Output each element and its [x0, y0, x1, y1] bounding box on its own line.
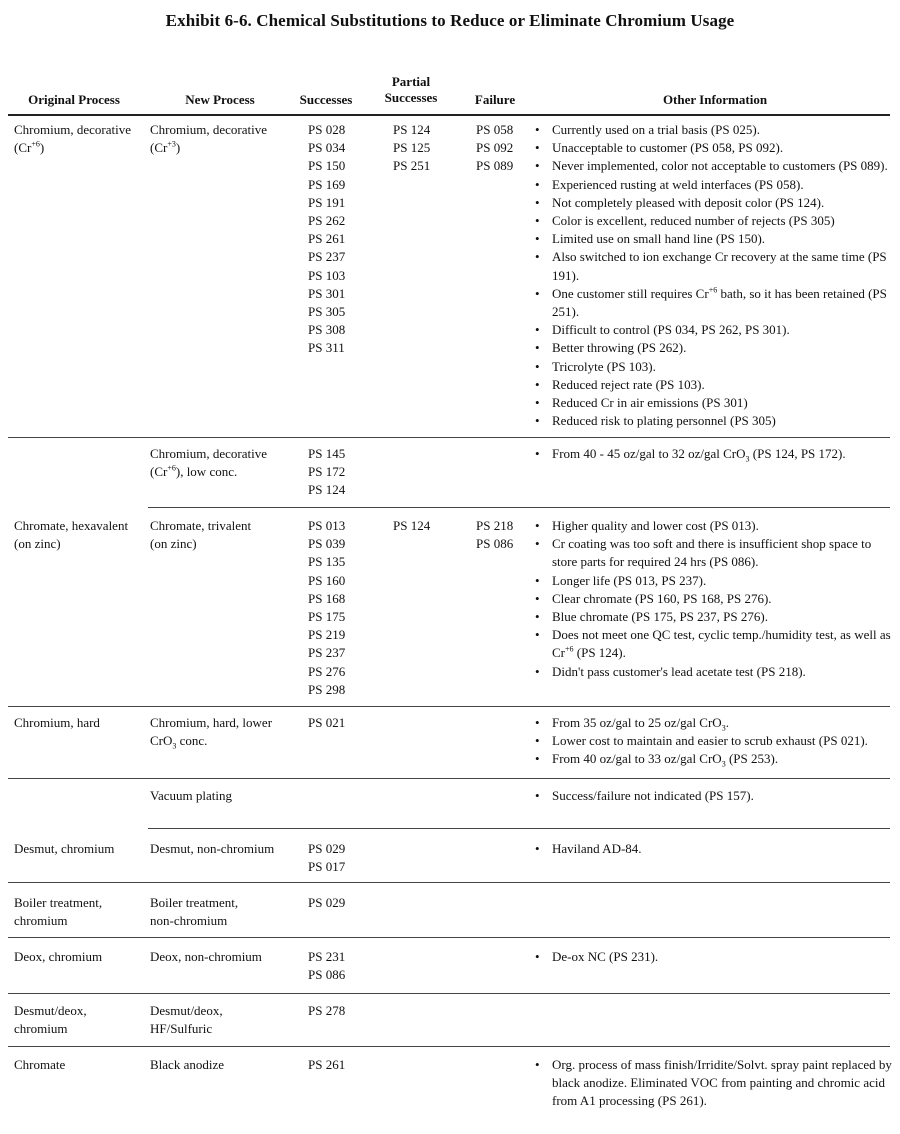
- info-bullet-item: [535, 535, 895, 571]
- original-process-cell-line: Desmut, chromium: [14, 841, 115, 856]
- bullet-icon: •: [535, 413, 540, 429]
- other-information-list: [535, 840, 895, 858]
- info-text: Not completely pleased with deposit color (PS 124).: [552, 194, 825, 210]
- info-bullet-item: [535, 714, 895, 732]
- info-bullet-item: [535, 626, 895, 662]
- new-process-cell-line: $(Cr^{+6})$, low conc.: [150, 463, 238, 480]
- bullet-icon: •: [535, 715, 540, 730]
- new-process-cell-line: Chromium, decorative: [150, 122, 267, 137]
- original-process-cell: [14, 714, 100, 732]
- bullet-icon: •: [535, 340, 540, 356]
- info-bullet-item: [535, 608, 895, 626]
- failure-cell-line: PS 058: [476, 122, 514, 137]
- info-bullet-item: [535, 948, 895, 966]
- successes-cell-line: PS 262: [308, 213, 346, 229]
- info-text: Blue chromate (PS 175, PS 237, PS 276).: [552, 609, 768, 625]
- original-process-cell-line: Chromate: [14, 1057, 66, 1072]
- info-text: From 35 oz/gal to 25 oz/gal CrO$_3$.: [552, 715, 729, 733]
- info-text: Reduced reject rate (PS 103).: [552, 376, 705, 392]
- row-divider: [8, 778, 890, 779]
- original-process-cell-line: Chromium, decorative: [14, 122, 131, 137]
- info-text: Never implemented, color not acceptable to customers (PS 089).: [552, 158, 888, 174]
- successes-cell-line: PS 172: [308, 464, 346, 480]
- original-process-cell: [14, 1056, 65, 1074]
- info-bullet-item: [535, 376, 895, 394]
- info-text: Reduced Cr in air emissions (PS 301): [552, 395, 748, 411]
- original-process-cell-line: chromium: [14, 913, 68, 929]
- new-process-cell-line: Boiler treatment,: [150, 895, 239, 910]
- original-process-cell: [14, 840, 114, 858]
- new-process-cell: [150, 445, 267, 481]
- info-text: Cr coating was too soft and there is insufficient shop space to store parts for required 24 hrs (PS 086).: [552, 536, 872, 570]
- new-process-cell-line: Vacuum plating: [150, 788, 232, 803]
- successes-cell-line: PS 028: [308, 122, 346, 137]
- info-bullet-item: [535, 248, 895, 284]
- info-text: Didn't pass customer's lead acetate test (PS 218).: [552, 663, 806, 679]
- successes-cell-line: PS 276: [308, 663, 346, 679]
- bullet-icon: •: [535, 536, 540, 552]
- info-bullet-item: [535, 445, 895, 463]
- new-process-cell: [150, 948, 262, 966]
- original-process-cell-line: (on zinc): [14, 536, 61, 552]
- page-title: Exhibit 6-6. Chemical Substitutions to Reduce or Eliminate Chromium Usage: [165, 11, 735, 30]
- bullet-icon: •: [535, 609, 540, 625]
- new-process-cell: [150, 1002, 223, 1038]
- bullet-icon: •: [535, 572, 540, 588]
- bullet-icon: •: [535, 949, 540, 964]
- info-text: Better throwing (PS 262).: [552, 340, 687, 356]
- info-text: Currently used on a trial basis (PS 025).: [552, 122, 760, 137]
- successes-cell: [308, 840, 345, 876]
- failure-cell: [476, 517, 513, 553]
- info-bullet-item: [535, 194, 895, 212]
- bullet-icon: •: [535, 446, 540, 461]
- successes-cell-line: PS 261: [308, 1057, 346, 1072]
- successes-cell: [308, 894, 345, 912]
- info-text: Difficult to control (PS 034, PS 262, PS 301).: [552, 322, 790, 338]
- row-divider: [8, 1046, 890, 1047]
- successes-cell-line: PS 261: [308, 231, 346, 247]
- bullet-icon: •: [535, 733, 540, 749]
- info-text: Haviland AD-84.: [552, 841, 642, 856]
- other-information-list: [535, 787, 895, 805]
- other-information-list: [535, 714, 895, 769]
- partial-successes-cell: [393, 121, 430, 176]
- successes-cell: [308, 1056, 345, 1074]
- partial-successes-cell-line: PS 125: [393, 140, 431, 156]
- failure-cell-line: PS 092: [476, 140, 514, 156]
- info-bullet-item: [535, 157, 895, 175]
- info-text: One customer still requires $Cr^{+6}$ bath, so it has been retained (PS 251).: [552, 285, 887, 320]
- bullet-icon: •: [535, 285, 540, 301]
- successes-cell: [308, 121, 345, 358]
- new-process-cell-line: $(Cr^{+3})$: [150, 139, 181, 156]
- info-bullet-item: [535, 176, 895, 194]
- bullet-icon: •: [535, 590, 540, 606]
- row-divider: [8, 993, 890, 994]
- info-text: Also switched to ion exchange Cr recovery at the same time (PS 191).: [552, 249, 887, 283]
- bullet-icon: •: [535, 322, 540, 338]
- successes-cell-line: PS 311: [308, 340, 345, 356]
- info-text: Lower cost to maintain and easier to scrub exhaust (PS 021).: [552, 733, 868, 749]
- info-text: Does not meet one QC test, cyclic temp./humidity test, as well as $Cr^{+6}$ (PS 124).: [552, 627, 891, 661]
- new-process-cell-line: CrO$_3$ conc.: [150, 733, 208, 751]
- successes-cell-line: PS 219: [308, 627, 346, 643]
- info-bullet-item: [535, 321, 895, 339]
- bullet-icon: •: [535, 627, 540, 643]
- new-process-cell: [150, 1056, 224, 1074]
- successes-cell-line: PS 160: [308, 572, 346, 588]
- successes-cell-line: PS 169: [308, 176, 346, 192]
- other-information-list: [535, 121, 895, 430]
- partial-successes-cell-line: PS 251: [393, 158, 431, 174]
- info-bullet-item: [535, 590, 895, 608]
- info-bullet-item: [535, 732, 895, 750]
- successes-cell: [308, 1002, 345, 1020]
- failure-cell-line: PS 086: [476, 536, 514, 552]
- row-divider: [148, 507, 890, 508]
- info-text: Tricrolyte (PS 103).: [552, 358, 656, 374]
- info-bullet-item: [535, 139, 895, 157]
- partial-successes-cell-line: PS 124: [393, 518, 431, 533]
- info-bullet-item: [535, 230, 895, 248]
- info-bullet-item: [535, 121, 895, 139]
- info-bullet-item: [535, 572, 895, 590]
- info-text: De-ox NC (PS 231).: [552, 949, 659, 964]
- info-text: Org. process of mass finish/Irridite/Solvt. spray paint replaced by black anodize. Eliminated VOC from painting and chromic acid from A1 processing (PS 261).: [552, 1057, 892, 1109]
- successes-cell-line: PS 278: [308, 1003, 346, 1018]
- row-divider: [8, 882, 890, 883]
- new-process-cell-line: Chromium, hard, lower: [150, 715, 273, 730]
- header-successes: Successes: [299, 92, 353, 107]
- other-information-list: [535, 948, 895, 966]
- original-process-cell: [14, 517, 128, 553]
- new-process-cell: [150, 517, 251, 553]
- bullet-icon: •: [535, 841, 540, 856]
- info-text: Experienced rusting at weld interfaces (PS 058).: [552, 176, 804, 192]
- successes-cell-line: PS 231: [308, 949, 346, 964]
- header-partial-successes: Partial Successes: [384, 74, 438, 105]
- bullet-icon: •: [535, 249, 540, 265]
- successes-cell-line: PS 305: [308, 304, 346, 320]
- new-process-cell-line: Desmut, non-chromium: [150, 841, 275, 856]
- successes-cell-line: PS 029: [308, 895, 346, 910]
- original-process-cell-line: Boiler treatment,: [14, 895, 103, 910]
- header-rule: [8, 114, 890, 116]
- info-text: Reduced risk to plating personnel (PS 305): [552, 413, 776, 429]
- successes-cell-line: PS 086: [308, 967, 346, 983]
- info-bullet-item: [535, 394, 895, 412]
- info-bullet-item: [535, 285, 895, 321]
- original-process-cell-line: Deox, chromium: [14, 949, 103, 964]
- successes-cell-line: PS 308: [308, 322, 346, 338]
- new-process-cell-line: Chromate, trivalent: [150, 518, 252, 533]
- successes-cell-line: PS 168: [308, 590, 346, 606]
- bullet-icon: •: [535, 376, 540, 392]
- bullet-icon: •: [535, 176, 540, 192]
- original-process-cell-line: Desmut/deox,: [14, 1003, 87, 1018]
- successes-cell-line: PS 237: [308, 645, 346, 661]
- new-process-cell-line: (on zinc): [150, 536, 197, 552]
- successes-cell-line: PS 150: [308, 158, 346, 174]
- new-process-cell: [150, 714, 272, 750]
- failure-cell-line: PS 089: [476, 158, 514, 174]
- successes-cell-line: PS 103: [308, 267, 346, 283]
- bullet-icon: •: [535, 663, 540, 679]
- row-divider: [8, 937, 890, 938]
- bullet-icon: •: [535, 231, 540, 247]
- original-process-cell-line: Chromium, hard: [14, 715, 100, 730]
- successes-cell-line: PS 237: [308, 249, 346, 265]
- successes-cell-line: PS 029: [308, 841, 346, 856]
- successes-cell-line: PS 145: [308, 446, 346, 461]
- original-process-cell-line: Chromate, hexavalent: [14, 518, 129, 533]
- successes-cell-line: PS 135: [308, 554, 346, 570]
- new-process-cell-line: non-chromium: [150, 913, 228, 929]
- bullet-icon: •: [535, 140, 540, 156]
- bullet-icon: •: [535, 751, 540, 767]
- info-bullet-item: [535, 358, 895, 376]
- successes-cell-line: PS 175: [308, 609, 346, 625]
- bullet-icon: •: [535, 122, 540, 137]
- original-process-cell: [14, 1002, 87, 1038]
- original-process-cell: [14, 121, 131, 157]
- info-bullet-item: [535, 1056, 895, 1111]
- info-bullet-item: [535, 212, 895, 230]
- new-process-cell-line: Deox, non-chromium: [150, 949, 262, 964]
- new-process-cell-line: Desmut/deox,: [150, 1003, 223, 1018]
- original-process-cell: [14, 948, 102, 966]
- bullet-icon: •: [535, 194, 540, 210]
- successes-cell-line: PS 301: [308, 285, 346, 301]
- new-process-cell: [150, 121, 267, 157]
- other-information-list: [535, 1056, 895, 1111]
- new-process-cell: [150, 840, 274, 858]
- row-divider: [8, 437, 890, 438]
- new-process-cell: [150, 894, 238, 930]
- bullet-icon: •: [535, 1057, 540, 1072]
- successes-cell: [308, 714, 345, 732]
- header-failure: Failure: [474, 92, 516, 107]
- header-other-information: Other Information: [662, 92, 768, 107]
- info-text: From 40 - 45 oz/gal to 32 oz/gal CrO$_3$ (PS 124, PS 172).: [552, 446, 846, 464]
- successes-cell: [308, 948, 345, 984]
- info-text: Success/failure not indicated (PS 157).: [552, 788, 754, 803]
- info-bullet-item: [535, 750, 895, 768]
- info-bullet-item: [535, 840, 895, 858]
- original-process-cell-line: chromium: [14, 1021, 68, 1037]
- info-bullet-item: [535, 339, 895, 357]
- bullet-icon: •: [535, 788, 540, 803]
- new-process-cell-line: HF/Sulfuric: [150, 1021, 213, 1037]
- bullet-icon: •: [535, 358, 540, 374]
- successes-cell: [308, 445, 345, 500]
- partial-successes-cell-line: PS 124: [393, 122, 431, 137]
- info-text: From 40 oz/gal to 33 oz/gal CrO$_3$ (PS 253).: [552, 751, 779, 769]
- info-text: Limited use on small hand line (PS 150).: [552, 231, 766, 247]
- successes-cell-line: PS 298: [308, 681, 346, 697]
- successes-cell-line: PS 191: [308, 194, 346, 210]
- successes-cell-line: PS 039: [308, 536, 346, 552]
- failure-cell-line: PS 218: [476, 518, 514, 533]
- failure-cell: [476, 121, 513, 176]
- successes-cell-line: PS 034: [308, 140, 346, 156]
- bullet-icon: •: [535, 395, 540, 411]
- info-bullet-item: [535, 412, 895, 430]
- successes-cell-line: PS 021: [308, 715, 346, 730]
- info-text: Unacceptable to customer (PS 058, PS 092).: [552, 140, 784, 156]
- row-divider: [8, 706, 890, 707]
- partial-successes-cell: [393, 517, 430, 535]
- successes-cell: [308, 517, 345, 699]
- other-information-list: [535, 445, 895, 463]
- original-process-cell: [14, 894, 102, 930]
- bullet-icon: •: [535, 213, 540, 229]
- successes-cell-line: PS 124: [308, 482, 346, 498]
- info-text: Color is excellent, reduced number of rejects (PS 305): [552, 213, 835, 229]
- row-divider: [148, 828, 890, 829]
- new-process-cell-line: Chromium, decorative: [150, 446, 267, 461]
- info-bullet-item: [535, 663, 895, 681]
- successes-cell-line: PS 017: [308, 859, 346, 875]
- header-original-process: Original Process: [28, 92, 120, 107]
- info-bullet-item: [535, 787, 895, 805]
- new-process-cell-line: Black anodize: [150, 1057, 224, 1072]
- info-text: Clear chromate (PS 160, PS 168, PS 276).: [552, 590, 772, 606]
- new-process-cell: [150, 787, 232, 805]
- bullet-icon: •: [535, 158, 540, 174]
- info-text: Longer life (PS 013, PS 237).: [552, 572, 707, 588]
- original-process-cell-line: $(Cr^{+6})$: [14, 139, 45, 156]
- header-new-process: New Process: [185, 92, 255, 107]
- bullet-icon: •: [535, 518, 540, 533]
- info-bullet-item: [535, 517, 895, 535]
- other-information-list: [535, 517, 895, 681]
- info-text: Higher quality and lower cost (PS 013).: [552, 518, 759, 533]
- successes-cell-line: PS 013: [308, 518, 346, 533]
